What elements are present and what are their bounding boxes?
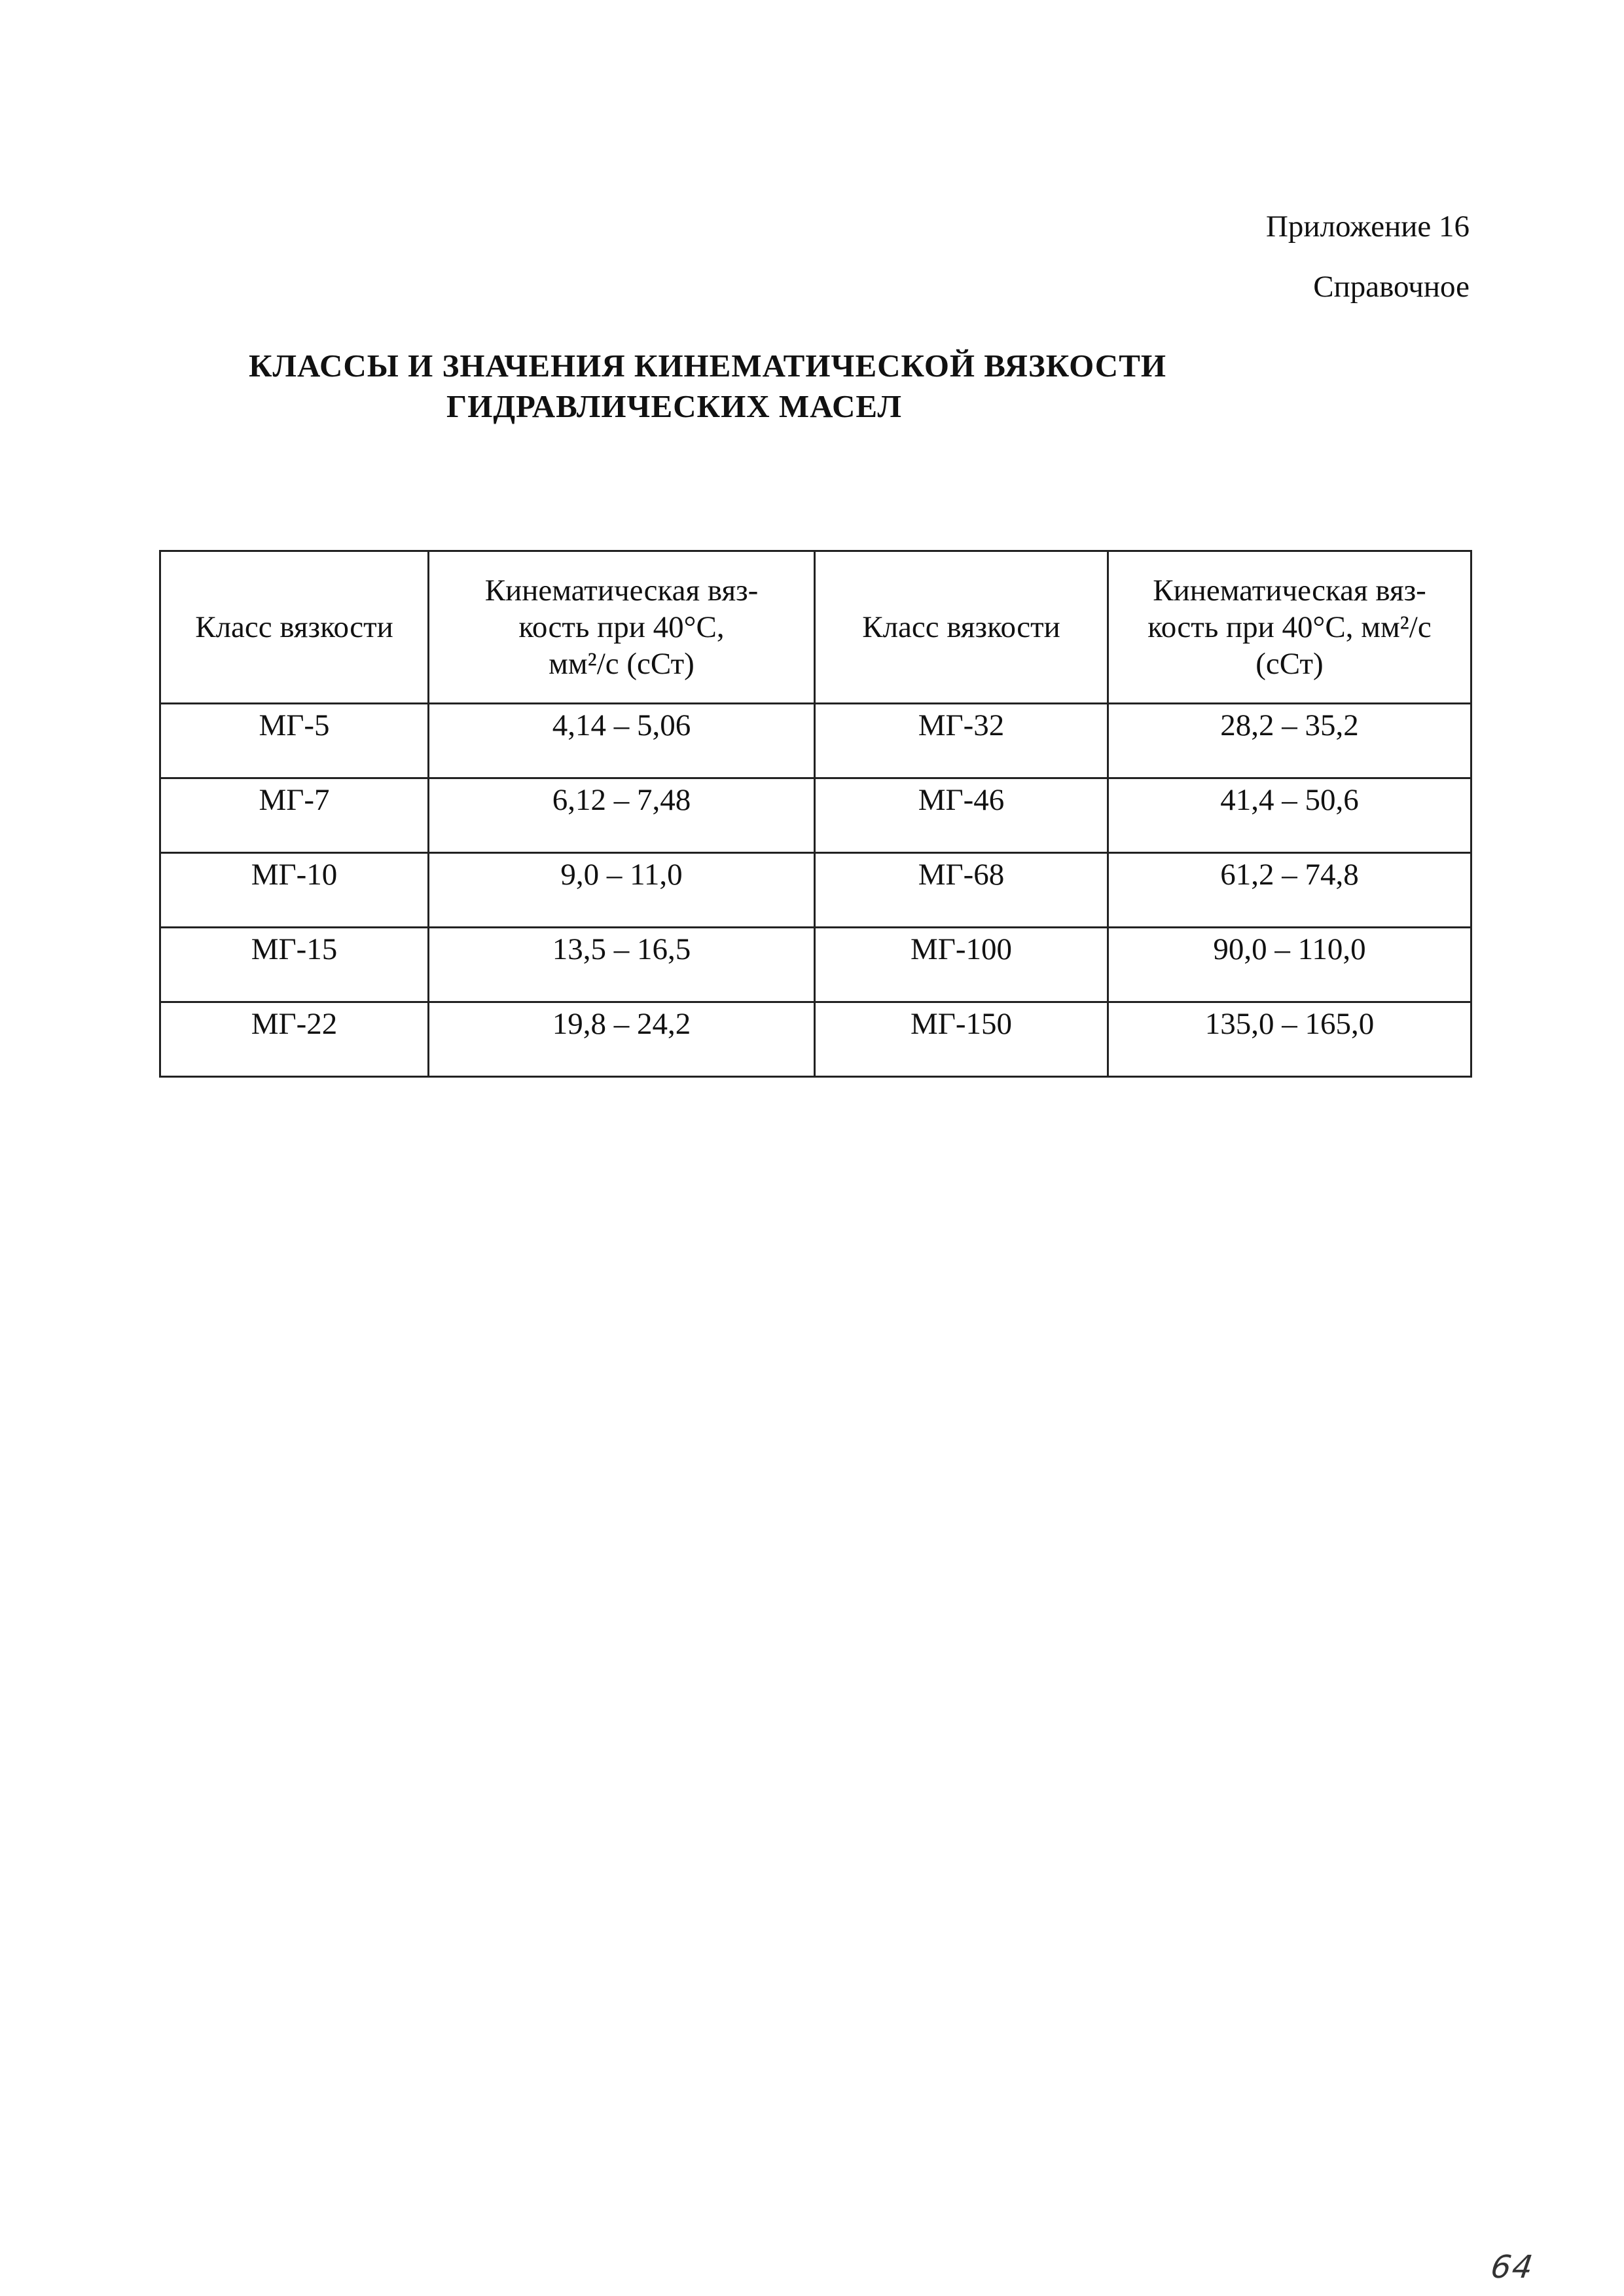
cell-range-b: 28,2 – 35,2 <box>1108 704 1471 778</box>
header-kinematic-viscosity-1-line-1: Кинематическая вяз- <box>484 574 759 608</box>
cell-class-b: МГ-46 <box>815 778 1108 853</box>
document-title-line-1: КЛАССЫ И ЗНАЧЕНИЯ КИНЕМАТИЧЕСКОЙ ВЯЗКОСТИ <box>249 348 1166 384</box>
cell-class-a: МГ-10 <box>160 853 429 928</box>
table-header-row <box>160 551 1471 704</box>
header-kinematic-viscosity-2-line-2: кость при 40°С, мм²/с <box>1147 610 1432 644</box>
cell-range-b: 61,2 – 74,8 <box>1108 853 1471 928</box>
cell-range-b: 135,0 – 165,0 <box>1108 1002 1471 1077</box>
annex-number: Приложение 16 <box>1265 210 1470 244</box>
cell-class-b: МГ-32 <box>815 704 1108 778</box>
table-row <box>160 704 1471 778</box>
annex-kind: Справочное <box>1313 270 1470 304</box>
page-number: 64 <box>1489 2249 1537 2286</box>
header-kinematic-viscosity-1 <box>429 551 815 704</box>
cell-class-b: МГ-100 <box>815 928 1108 1002</box>
header-kinematic-viscosity-2 <box>1108 551 1471 704</box>
header-kinematic-viscosity-1-line-2: кость при 40°С, <box>518 610 725 644</box>
table-row <box>160 928 1471 1002</box>
cell-range-b: 90,0 – 110,0 <box>1108 928 1471 1002</box>
cell-range-b: 41,4 – 50,6 <box>1108 778 1471 853</box>
cell-range-a: 13,5 – 16,5 <box>429 928 815 1002</box>
cell-class-a: МГ-15 <box>160 928 429 1002</box>
header-viscosity-class-1: Класс вязкости <box>160 551 429 704</box>
document-title-line-2: ГИДРАВЛИЧЕСКИХ МАСЕЛ <box>446 388 902 424</box>
cell-class-a: МГ-22 <box>160 1002 429 1077</box>
viscosity-table <box>159 550 1472 1078</box>
header-viscosity-class-2: Класс вязкости <box>815 551 1108 704</box>
cell-range-a: 9,0 – 11,0 <box>429 853 815 928</box>
header-kinematic-viscosity-2-line-1: Кинематическая вяз- <box>1153 574 1426 608</box>
cell-range-a: 4,14 – 5,06 <box>429 704 815 778</box>
header-kinematic-viscosity-1-line-3: мм²/с (сСт) <box>549 647 695 681</box>
table-row <box>160 853 1471 928</box>
cell-class-b: МГ-150 <box>815 1002 1108 1077</box>
cell-class-a: МГ-7 <box>160 778 429 853</box>
cell-range-a: 19,8 – 24,2 <box>429 1002 815 1077</box>
table-row <box>160 778 1471 853</box>
table-row <box>160 1002 1471 1077</box>
cell-class-a: МГ-5 <box>160 704 429 778</box>
header-kinematic-viscosity-2-line-3: (сСт) <box>1255 647 1324 681</box>
cell-class-b: МГ-68 <box>815 853 1108 928</box>
document-title <box>249 346 1166 427</box>
cell-range-a: 6,12 – 7,48 <box>429 778 815 853</box>
